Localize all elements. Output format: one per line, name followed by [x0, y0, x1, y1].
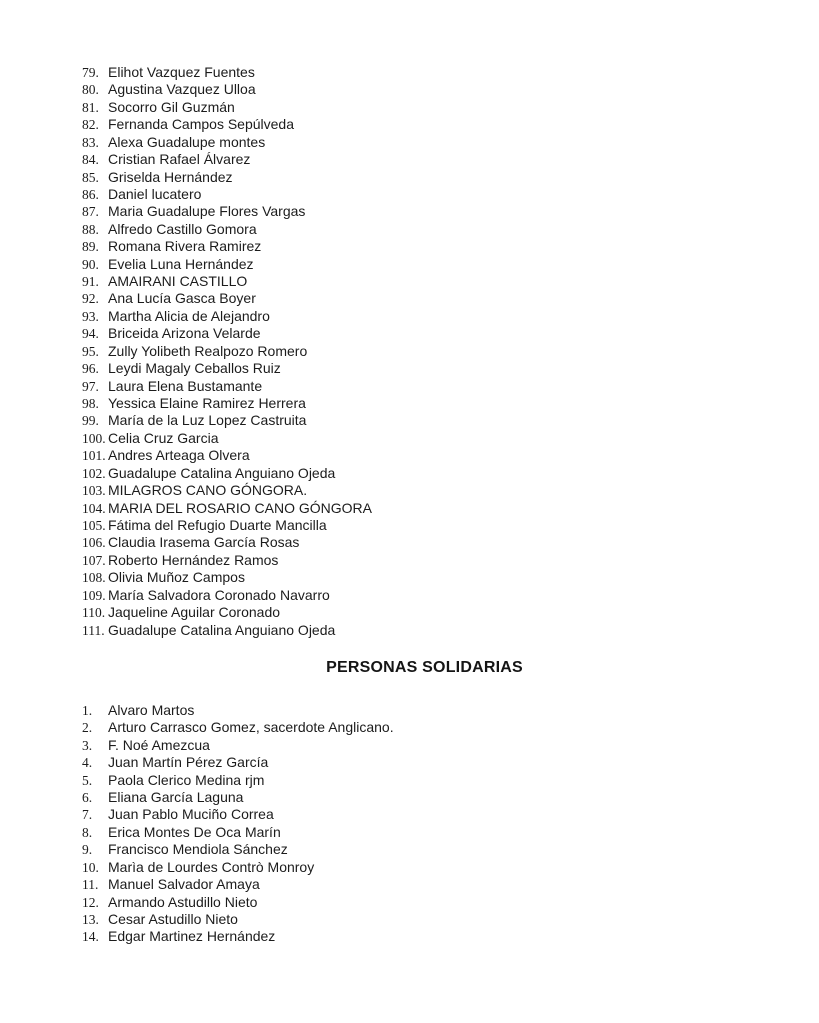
list-item: [82, 737, 819, 754]
list-item-number: 7.: [82, 807, 93, 823]
list-item: [82, 116, 819, 133]
person-name: Ana Lucía Gasca Boyer: [108, 290, 256, 307]
list-item-number: 85.: [82, 169, 99, 185]
list-item-number: 99.: [82, 413, 99, 429]
list-item: [82, 622, 819, 639]
person-name: Olivia Muñoz Campos: [108, 569, 245, 586]
person-name: Juan Pablo Muciño Correa: [108, 806, 274, 823]
person-name: MARIA DEL ROSARIO CANO GÓNGORA: [108, 499, 372, 516]
list-item: [82, 604, 819, 621]
person-name: María Salvadora Coronado Navarro: [108, 586, 330, 603]
list-item-number: 110.: [82, 605, 106, 621]
personas-solidarias-list: [82, 702, 819, 946]
person-name: Alfredo Castillo Gomora: [108, 220, 257, 237]
list-item-number: 90.: [82, 256, 99, 272]
person-name: Juan Martín Pérez García: [108, 754, 269, 771]
list-item: [82, 859, 819, 876]
person-name: Socorro Gil Guzmán: [108, 98, 235, 115]
list-item-number: 106.: [82, 535, 106, 551]
list-item-number: 97.: [82, 378, 99, 394]
list-item-number: 102.: [82, 465, 106, 481]
list-item-number: 6.: [82, 790, 93, 806]
list-item: [82, 911, 819, 928]
person-name: Roberto Hernández Ramos: [108, 551, 279, 568]
list-item: [82, 587, 819, 604]
list-item: [82, 876, 819, 893]
list-item: [82, 412, 819, 429]
list-item: [82, 806, 819, 823]
person-name: F. Noé Amezcua: [108, 736, 210, 753]
list-item: [82, 360, 819, 377]
person-name: Manuel Salvador Amaya: [108, 876, 260, 893]
list-item-number: 93.: [82, 308, 99, 324]
list-item-number: 3.: [82, 737, 93, 753]
list-item: [82, 238, 819, 255]
list-item-number: 104.: [82, 500, 106, 516]
list-item: [82, 325, 819, 342]
person-name: Armando Astudillo Nieto: [108, 893, 258, 910]
list-item-number: 101.: [82, 448, 106, 464]
list-item-number: 10.: [82, 859, 99, 875]
list-item-number: 92.: [82, 291, 99, 307]
person-name: Fernanda Campos Sepúlveda: [108, 116, 295, 133]
person-name: AMAIRANI CASTILLO: [108, 273, 248, 290]
list-item: [82, 203, 819, 220]
list-item-number: 111.: [82, 622, 105, 638]
list-item-number: 96.: [82, 361, 99, 377]
person-name: Edgar Martinez Hernández: [108, 928, 276, 945]
list-item: [82, 772, 819, 789]
list-item-number: 83.: [82, 134, 99, 150]
list-item-number: 12.: [82, 894, 99, 910]
list-item: [82, 754, 819, 771]
list-item: [82, 134, 819, 151]
person-name: Daniel lucatero: [108, 185, 202, 202]
list-item-number: 88.: [82, 221, 99, 237]
person-name: Guadalupe Catalina Anguiano Ojeda: [108, 621, 336, 638]
list-item-number: 100.: [82, 430, 106, 446]
list-item: [82, 343, 819, 360]
list-item-number: 1.: [82, 702, 93, 718]
list-item-number: 94.: [82, 326, 99, 342]
list-item: [82, 482, 819, 499]
person-name: Briceida Arizona Velarde: [108, 325, 261, 342]
list-item: [82, 256, 819, 273]
list-item-number: 108.: [82, 570, 106, 586]
list-item-number: 11.: [82, 877, 99, 893]
person-name: Martha Alicia de Alejandro: [108, 307, 270, 324]
list-item: [82, 824, 819, 841]
list-item: [82, 378, 819, 395]
person-name: Arturo Carrasco Gomez, sacerdote Anglicano.: [108, 719, 394, 736]
list-item-number: 107.: [82, 552, 106, 568]
list-item: [82, 169, 819, 186]
list-item-number: 2.: [82, 720, 93, 736]
list-item-number: 91.: [82, 274, 99, 290]
person-name: María de la Luz Lopez Castruita: [108, 412, 307, 429]
list-item: [82, 447, 819, 464]
person-name: Elihot Vazquez Fuentes: [108, 64, 255, 80]
person-name: Cristian Rafael Álvarez: [108, 151, 251, 168]
list-item: [82, 64, 819, 81]
person-name: Paola Clerico Medina rjm: [108, 771, 265, 788]
list-item-number: 14.: [82, 929, 99, 945]
list-item-number: 98.: [82, 396, 99, 412]
numbered-name-list-continued: [82, 64, 819, 639]
list-item: [82, 151, 819, 168]
list-item-number: 87.: [82, 204, 99, 220]
list-item: [82, 290, 819, 307]
list-item-number: 89.: [82, 239, 99, 255]
person-name: Zully Yolibeth Realpozo Romero: [108, 342, 308, 359]
person-name: Francisco Mendiola Sánchez: [108, 841, 288, 858]
person-name: Erica Montes De Oca Marín: [108, 823, 281, 840]
list-item-number: 95.: [82, 343, 99, 359]
list-item-number: 9.: [82, 842, 93, 858]
person-name: Romana Rivera Ramirez: [108, 238, 262, 255]
list-item: [82, 500, 819, 517]
list-item-number: 86.: [82, 186, 99, 202]
person-name: Jaqueline Aguilar Coronado: [108, 604, 281, 621]
list-item: [82, 395, 819, 412]
list-item: [82, 308, 819, 325]
person-name: Eliana García Laguna: [108, 789, 244, 806]
list-item: [82, 719, 819, 736]
list-item-number: 4.: [82, 755, 93, 771]
person-name: Celia Cruz Garcia: [108, 429, 219, 446]
list-item-number: 81.: [82, 99, 99, 115]
person-name: Leydi Magaly Ceballos Ruiz: [108, 360, 281, 377]
list-item: [82, 221, 819, 238]
list-item: [82, 534, 819, 551]
person-name: Evelia Luna Hernández: [108, 255, 254, 272]
list-item: [82, 569, 819, 586]
person-name: Marìa de Lourdes Contrò Monroy: [108, 858, 315, 875]
list-item-number: 79.: [82, 65, 99, 80]
list-item-number: 103.: [82, 483, 106, 499]
list-item: [82, 430, 819, 447]
list-item-number: 5.: [82, 772, 93, 788]
list-item: [82, 465, 819, 482]
person-name: Cesar Astudillo Nieto: [108, 910, 238, 927]
person-name: Yessica Elaine Ramirez Herrera: [108, 395, 306, 412]
list-item-number: 105.: [82, 517, 106, 533]
list-item-number: 8.: [82, 824, 93, 840]
list-item: [82, 702, 819, 719]
list-item: [82, 81, 819, 98]
list-item: [82, 517, 819, 534]
person-name: Claudia Irasema García Rosas: [108, 534, 300, 551]
list-item: [82, 841, 819, 858]
person-name: Laura Elena Bustamante: [108, 377, 263, 394]
list-item-number: 109.: [82, 587, 106, 603]
section-heading: PERSONAS SOLIDARIAS: [326, 658, 523, 676]
person-name: MILAGROS CANO GÓNGORA.: [108, 482, 308, 499]
list-item-number: 80.: [82, 82, 99, 98]
person-name: Guadalupe Catalina Anguiano Ojeda: [108, 464, 336, 481]
list-item: [82, 552, 819, 569]
list-item: [82, 99, 819, 116]
person-name: Fátima del Refugio Duarte Mancilla: [108, 516, 327, 533]
list-item-number: 84.: [82, 152, 99, 168]
list-item: [82, 186, 819, 203]
list-item: [82, 894, 819, 911]
list-item: [82, 273, 819, 290]
list-item-number: 13.: [82, 911, 99, 927]
list-item-number: 82.: [82, 117, 99, 133]
person-name: Alexa Guadalupe montes: [108, 133, 266, 150]
person-name: Alvaro Martos: [108, 701, 195, 718]
list-item: [82, 789, 819, 806]
person-name: Agustina Vazquez Ulloa: [108, 81, 256, 98]
person-name: Griselda Hernández: [108, 168, 233, 185]
list-item: [82, 928, 819, 945]
person-name: Andres Arteaga Olvera: [108, 447, 250, 464]
person-name: Maria Guadalupe Flores Vargas: [108, 203, 306, 220]
